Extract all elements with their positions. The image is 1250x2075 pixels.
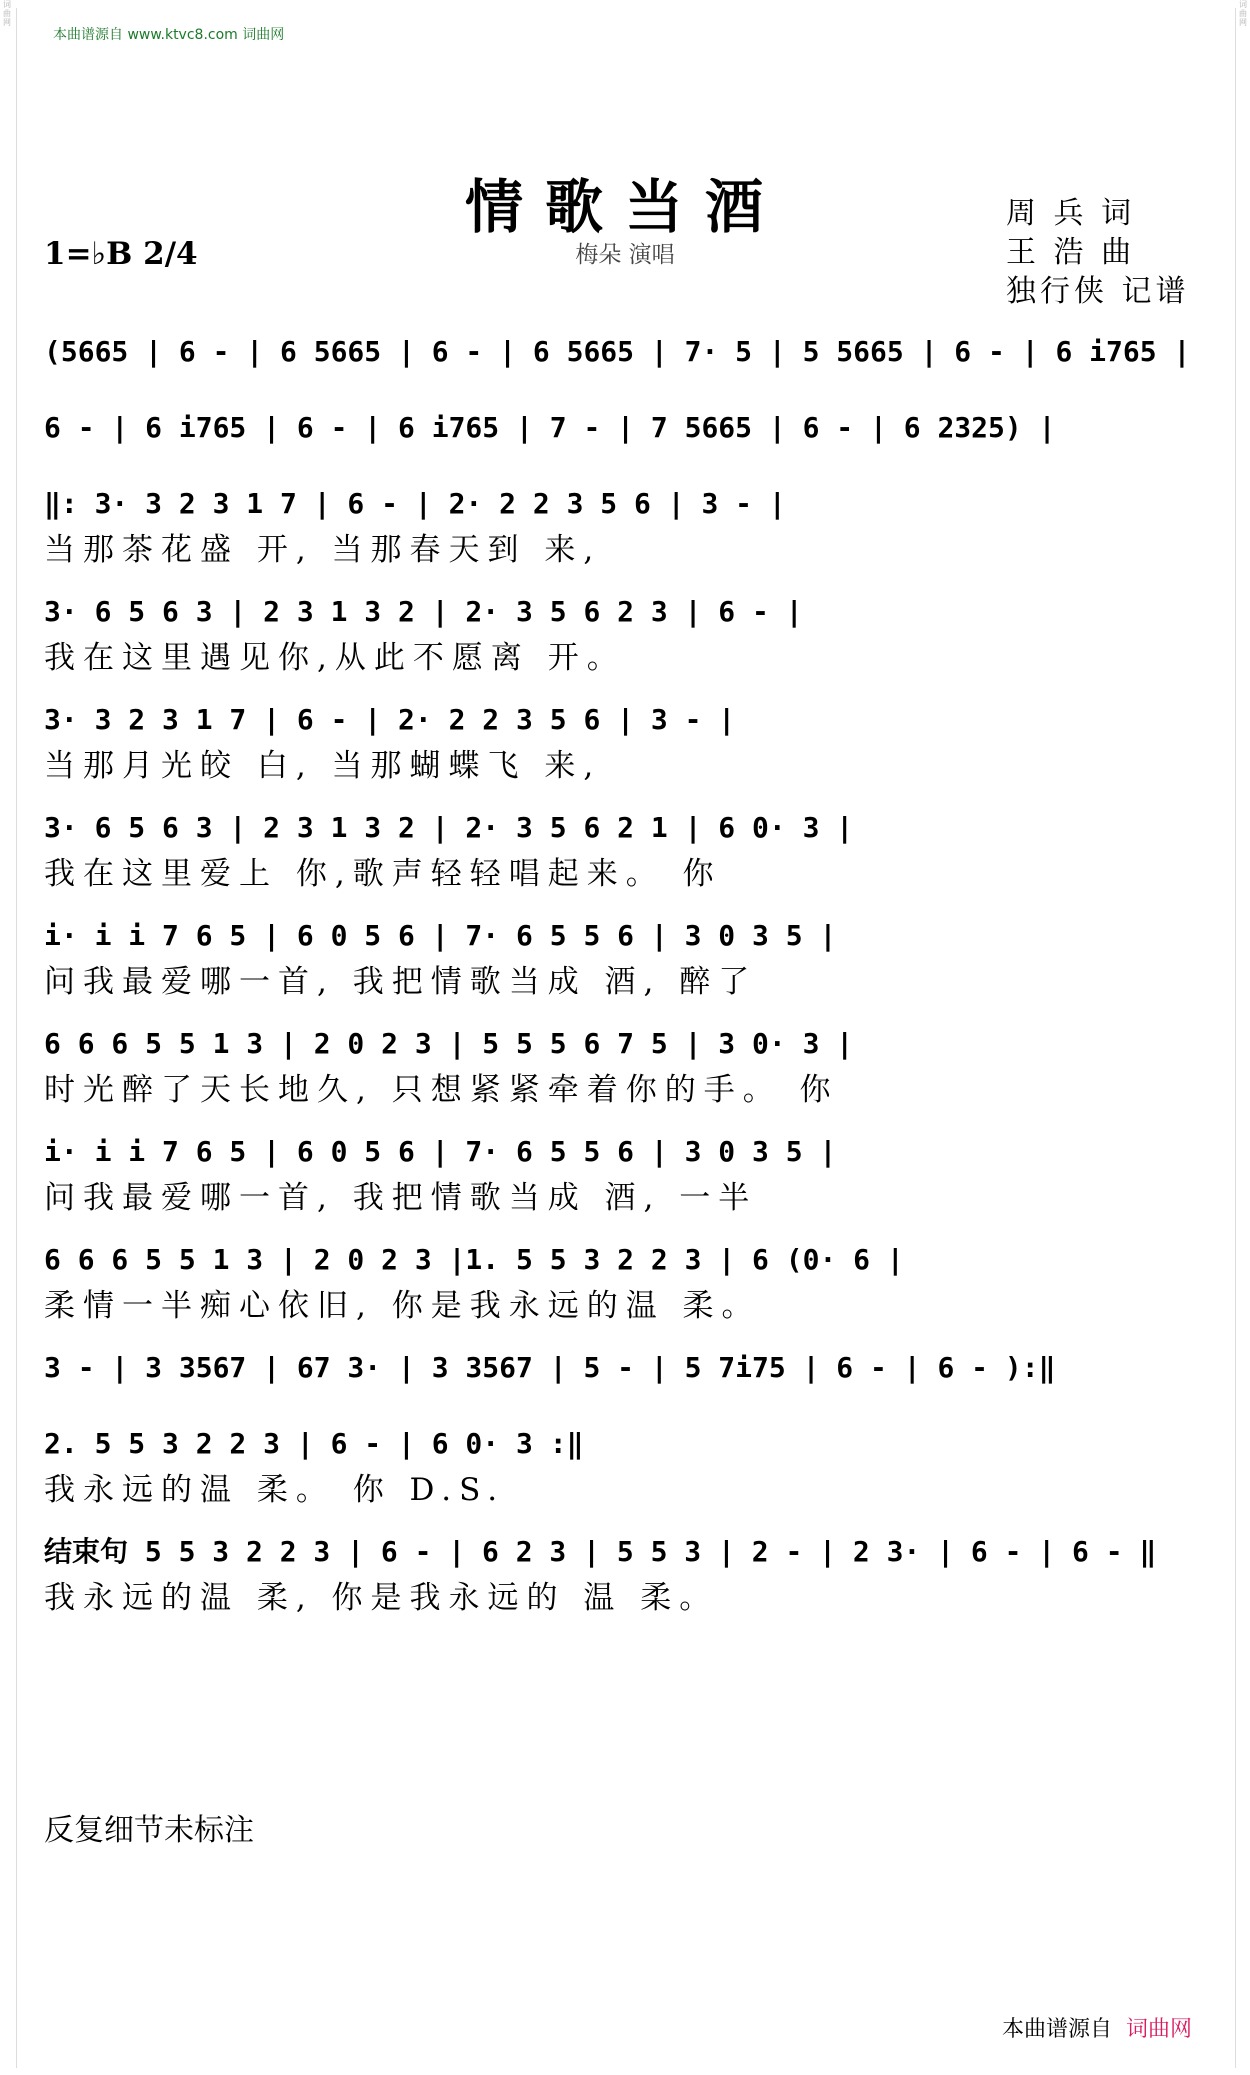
lyric-line: 问我最爱哪一首, 我把情歌当成 酒, 一半 [44,1180,758,1216]
source-watermark: 本曲谱源自 www.ktvc8.com 词曲网 [53,27,285,43]
notation-line: i· i i 7 6 5 | 6 0 5 6 | 7· 6 5 5 6 | 3 0 3 5 | [44,1135,837,1168]
side-watermark-right: 词曲网 [1239,0,1247,27]
lyric-line: 我在这里遇见你,从此不愿离 开。 [44,640,626,676]
score-system-13 [44,1530,1212,1638]
notation-line: 6 6 6 5 5 1 3 | 2 0 2 3 |1. 5 5 3 2 2 3 | 6 (0· 6 | [44,1243,904,1276]
credits-block [1006,194,1190,311]
song-title: 情歌当酒 [464,173,785,241]
lyric-line: 柔情一半痴心依旧, 你是我永远的温 柔。 [44,1288,761,1324]
notation-line: i· i i 7 6 5 | 6 0 5 6 | 7· 6 5 5 6 | 3 0 3 5 | [44,919,837,952]
side-watermark-left: 词曲网 [3,0,11,27]
footer-site-link[interactable]: 词曲网 [1125,2017,1192,2042]
composer-credit: 王 浩 曲 [1006,235,1136,270]
notation-line: (5665 | 6 - | 6 5665 | 6 - | 6 5665 | 7· 5 | 5 5665 | 6 - | 6 i765 | [44,335,1191,368]
lyric-line: 我永远的温 柔, 你是我永远的 温 柔。 [44,1580,719,1616]
lyric-line: 当那茶花盛 开, 当那春天到 来, [44,532,602,568]
notation-line: 3· 6 5 6 3 | 2 3 1 3 2 | 2· 3 5 6 2 3 | 6 - | [44,595,803,628]
notation-line: 结束句 5 5 3 2 2 3 | 6 - | 6 2 3 | 5 5 3 | 2 - | 2 3· | 6 - | 6 - ‖ [44,1535,1157,1568]
notation-line: 3 - | 3 3567 | 67 3· | 3 3567 | 5 - | 5 7i75 | 6 - | 6 - ):‖ [44,1351,1056,1384]
lyric-line: 我永远的温 柔。 你 D.S. [44,1472,506,1508]
score [44,330,1212,1638]
transcriber-credit: 独行侠 记谱 [1006,274,1190,309]
key-signature: 1=♭B 2/4 [44,236,198,272]
score-system-2 [44,406,1212,482]
score-system-6 [44,806,1212,914]
score-system-10 [44,1238,1212,1346]
score-system-8 [44,1022,1212,1130]
notation-line: 3· 3 2 3 1 7 | 6 - | 2· 2 2 3 5 6 | 3 - | [44,703,736,736]
lyric-line: 当那月光皎 白, 当那蝴蝶飞 来, [44,748,602,784]
score-system-11 [44,1346,1212,1422]
score-system-12 [44,1422,1212,1530]
footer-source: 本曲谱源自 [1001,2017,1112,2042]
score-system-5 [44,698,1212,806]
footer [1002,2012,1192,2043]
lyric-line: 问我最爱哪一首, 我把情歌当成 酒, 醉了 [44,964,758,1000]
notation-line: 6 - | 6 i765 | 6 - | 6 i765 | 7 - | 7 5665 | 6 - | 6 2325) | [44,411,1056,444]
notation-line: ‖: 3· 3 2 3 1 7 | 6 - | 2· 2 2 3 5 6 | 3 - | [44,487,786,520]
notation-line: 6 6 6 5 5 1 3 | 2 0 2 3 | 5 5 5 6 7 5 | 3 0· 3 | [44,1027,854,1060]
lyric-line: 时光醉了天长地久, 只想紧紧牵着你的手。 你 [44,1072,839,1108]
repeat-note: 反复细节未标注 [44,1813,254,1848]
score-system-3 [44,482,1212,590]
singer-credit: 梅朵 演唱 [575,242,675,268]
notation-line: 3· 6 5 6 3 | 2 3 1 3 2 | 2· 3 5 6 2 1 | 6 0· 3 | [44,811,854,844]
notation-line: 2. 5 5 3 2 2 3 | 6 - | 6 0· 3 :‖ [44,1427,584,1460]
score-system-7 [44,914,1212,1022]
lyric-line: 我在这里爱上 你,歌声轻轻唱起来。 你 [44,856,722,892]
score-system-9 [44,1130,1212,1238]
score-system-1 [44,330,1212,406]
score-system-4 [44,590,1212,698]
lyricist-credit: 周 兵 词 [1006,196,1136,231]
